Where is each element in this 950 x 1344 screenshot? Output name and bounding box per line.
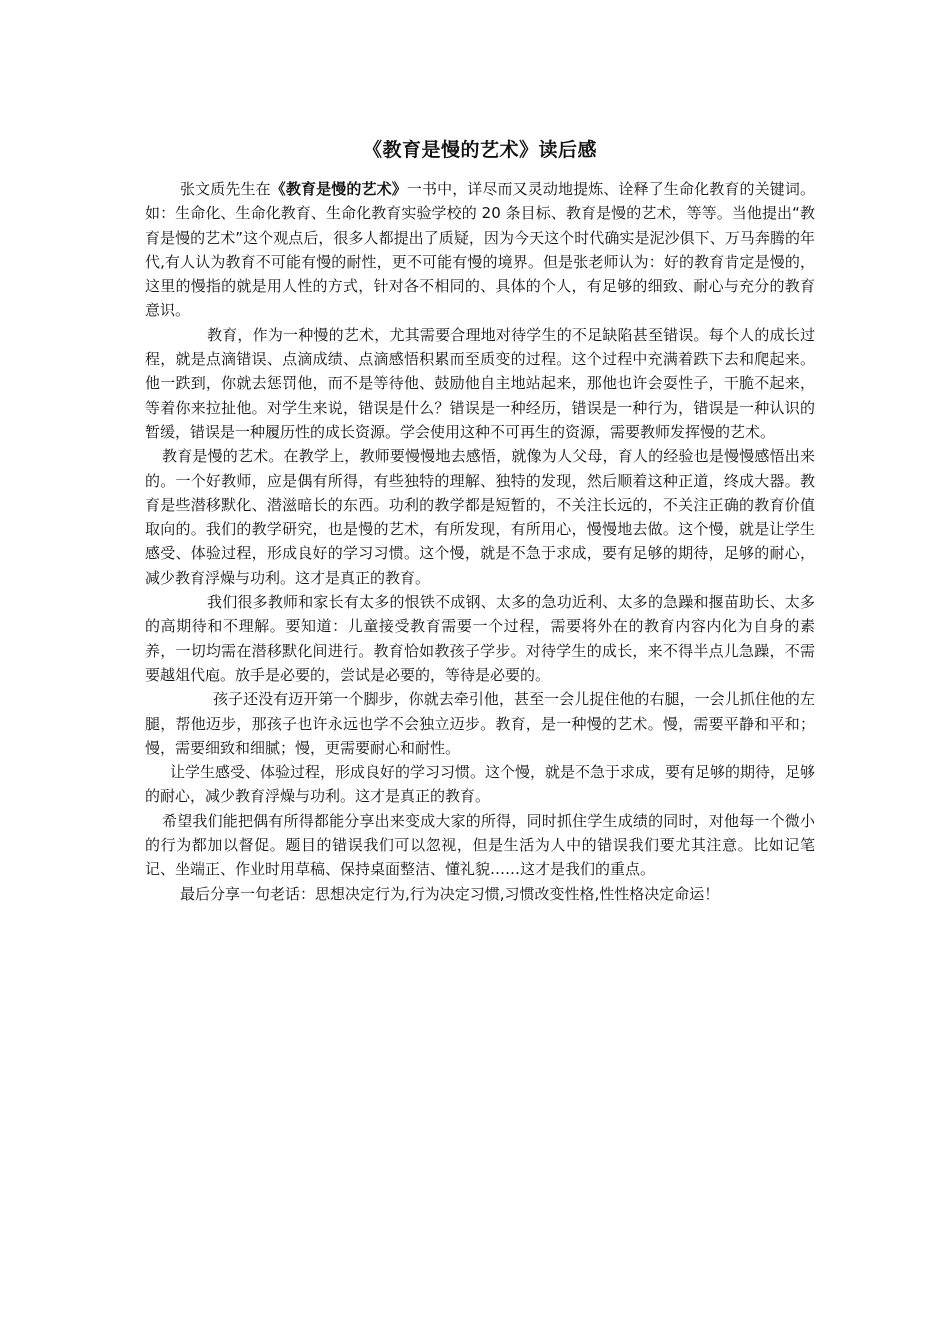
book-title: 《教育是慢的艺术》	[270, 180, 407, 198]
paragraph-5: 孩子还没有迈开第一个脚步，你就去牵引他，甚至一会儿捉住他的右腿，一会儿抓住他的左腿，帮他迈步，那孩子也许永远也学不会独立迈步。教育，是一种慢的艺术。慢，需要平静和平和；慢，需要细致和细腻；慢，更需要耐心和耐性。	[145, 690, 815, 757]
paragraph-2: 教育，作为一种慢的艺术，尤其需要合理地对待学生的不足缺陷甚至错误。每个人的成长过程，就是点滴错误、点滴成绩、点滴感悟积累而至质变的过程。这个过程中充满着跌下去和爬起来。他一跌到，你就去惩罚他，而不是等待他、鼓励他自主地站起来，那他也许会耍性子，干脆不起来，等着你来拉扯他。对学生来说，错误是什么？错误是一种经历，错误是一种行为，错误是一种认识的暂缓，错误是一种履历性的成长资源。学会使用这种不可再生的资源，需要教师发挥慢的艺术。	[145, 325, 815, 441]
paragraph-1-lead: 张文质先生在	[180, 180, 271, 198]
paragraph-3: 教育是慢的艺术。在教学上，教师要慢慢地去感悟，就像为人父母，育人的经验也是慢慢感悟出来的。一个好教师，应是偶有所得，有些独特的理解、独特的发现，然后顺着这种正道，终成大器。教育是些潜移默化、潜滋暗长的东西。功利的教学都是短暂的，不关注长远的，不关注正确的教育价值取向的。我们的教学研究，也是慢的艺术，有所发现，有所用心，慢慢地去做。这个慢，就是让学生感受、体验过程，形成良好的学习习惯。这个慢，就是不急于求成，要有足够的期待，足够的耐心，减少教育浮燥与功利。这才是真正的教育。	[145, 447, 815, 587]
paragraph-4: 我们很多教师和家长有太多的恨铁不成钢、太多的急功近利、太多的急躁和揠苗助长、太多的高期待和不理解。要知道：儿童接受教育需要一个过程，需要将外在的教育内容内化为自身的素养，一切均需在潜移默化间进行。教育恰如教孩子学步。对待学生的成长，来不得半点儿急躁，不需要越俎代庖。放手是必要的，尝试是必要的，等待是必要的。	[145, 593, 815, 684]
document-page	[145, 135, 815, 906]
paragraph-6: 让学生感受、体验过程，形成良好的学习习惯。这个慢，就是不急于求成，要有足够的期待，足够的耐心，减少教育浮燥与功利。这才是真正的教育。	[145, 763, 816, 806]
document-title: 《教育是慢的艺术》读后感	[362, 139, 597, 161]
paragraph-1-body: 一书中，详尽而又灵动地提炼、诠释了生命化教育的关键词。如：生命化、生命化教育、生命化教育实验学校的 20 条目标、教育是慢的艺术，等等。当他提出“教育是慢的艺术”这个观点后，很多人都提出了质疑，因为今天这个时代确实是泥沙俱下、万马奔腾的年代,有人认为教育不可能有慢的耐性，更不可能有慢的境界。但是张老师认为：好的教育肯定是慢的，这里的慢指的就是用人性的方式，针对各不相同的、具体的个人，有足够的细致、耐心与充分的教育意识。	[145, 180, 815, 320]
paragraph-8: 最后分享一句老话：思想决定行为,行为决定习惯,习惯改变性格,性性格决定命运！	[180, 884, 720, 903]
paragraph-7: 希望我们能把偶有所得都能分享出来变成大家的所得，同时抓住学生成绩的同时，对他每一个微小的行为都加以督促。题目的错误我们可以忽视，但是生活为人中的错误我们要尤其注意。比如记笔记、坐端正、作业时用草稿、保持桌面整洁、懂礼貌……这才是我们的重点。	[145, 811, 815, 879]
paragraph-1	[145, 177, 815, 323]
